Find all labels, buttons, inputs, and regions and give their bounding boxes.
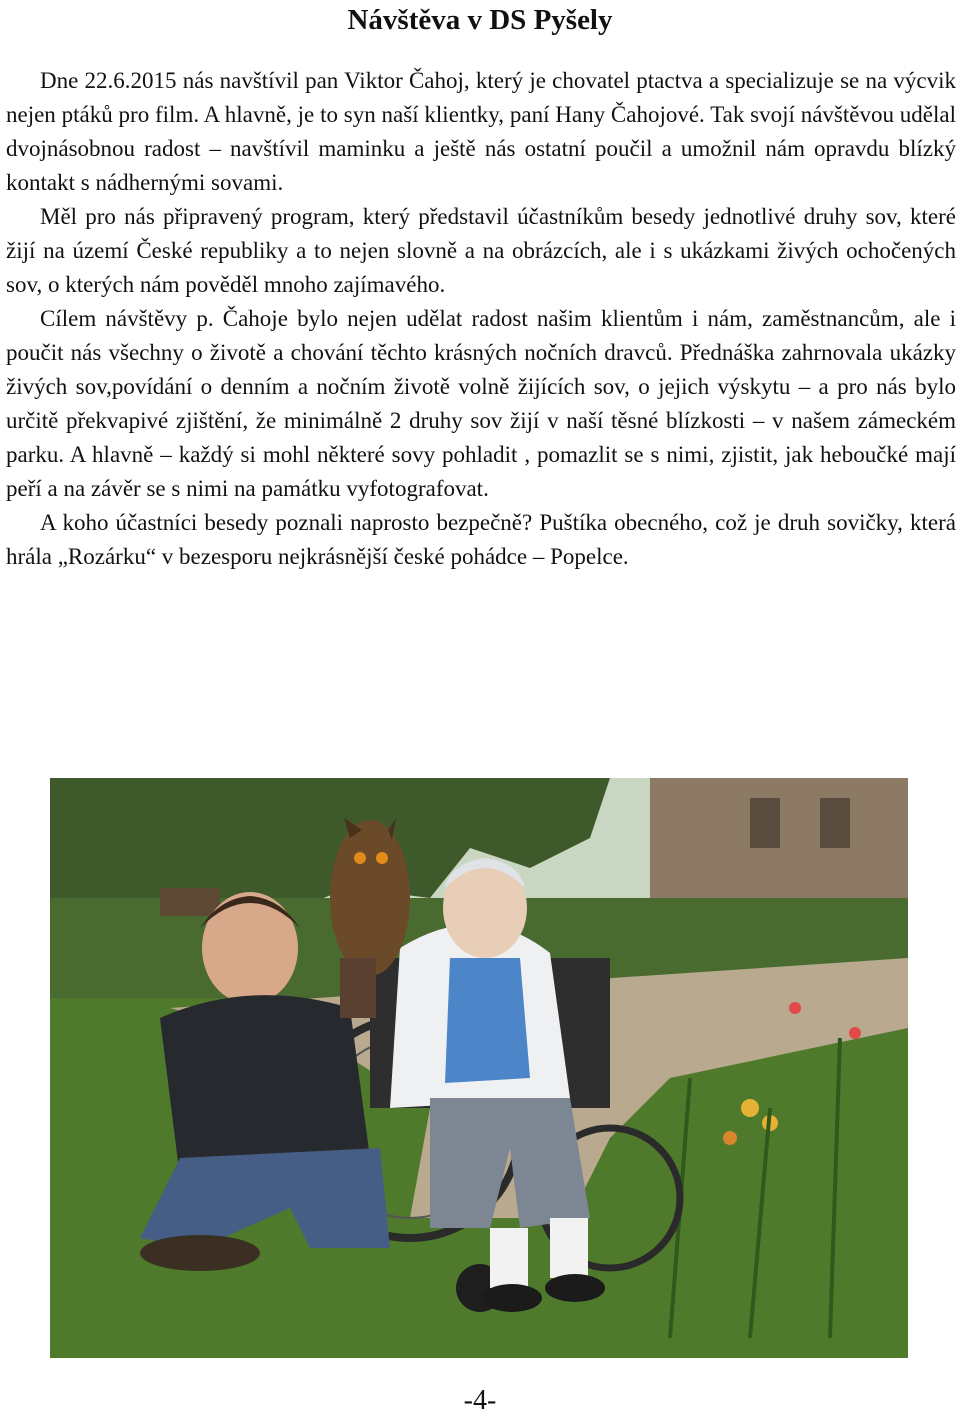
page-number: -4-: [463, 1385, 497, 1416]
article-body: [6, 64, 956, 574]
photo-bench: [160, 888, 220, 916]
paragraph-conclusion: A koho účastníci besedy poznali naprosto bezpečně? Puštíka obecného, což je druh sovičky, která hrála „Rozárku“ v bezesporu nejkrásnější české pohádce – Popelce.: [6, 510, 956, 569]
page-title: Návštěva v DS Pyšely: [347, 4, 613, 36]
paragraph-goal: Cílem návštěvy p. Čahoje bylo nejen udělat radost našim klientům i nám, zaměstnancům, ale i poučit nás všechny o životě a chování těchto krásných nočních dravců. Přednáška zahrnovala ukázky živých sov,povídání o denním a nočním životě volně žijících sov, o jejich výskytu – a pro nás bylo určitě překvapivé zjištění, že minimálně 2 druhy sov žijí v naší těsné blízkosti – v našem zámeckém parku. A hlavně – každý si mohl některé sovy pohladit , pomazlit se s nimi, zjistit, jak hebоučké mají peří a na závěr se s nimi na památku vyfotografovat.: [6, 306, 956, 501]
paragraph-intro: Dne 22.6.2015 nás navštívil pan Viktor Čahoj, který je chovatel ptactva a specializuje se na výcvik nejen ptáků pro film. A hlavně, je to syn naší klientky, paní Hany Čahojové. Tak svojí návštěvou udělal dvojnásobnou radost – navštívil maminku a ještě nás ostatní poučil a umožnil nám opravdu blízký kontakt s nádhernými sovami.: [6, 68, 956, 195]
paragraph-program: Měl pro nás připravený program, který představil účastníkům besedy jednotlivé druhy sov, které žijí na území České republiky a to nejen slovně a na obrázcích, ale i s ukázkami živých ochočených sov, o kterých nám pověděl mnoho zajímavého.: [6, 204, 956, 297]
owl-visit-photo: [50, 778, 908, 1358]
